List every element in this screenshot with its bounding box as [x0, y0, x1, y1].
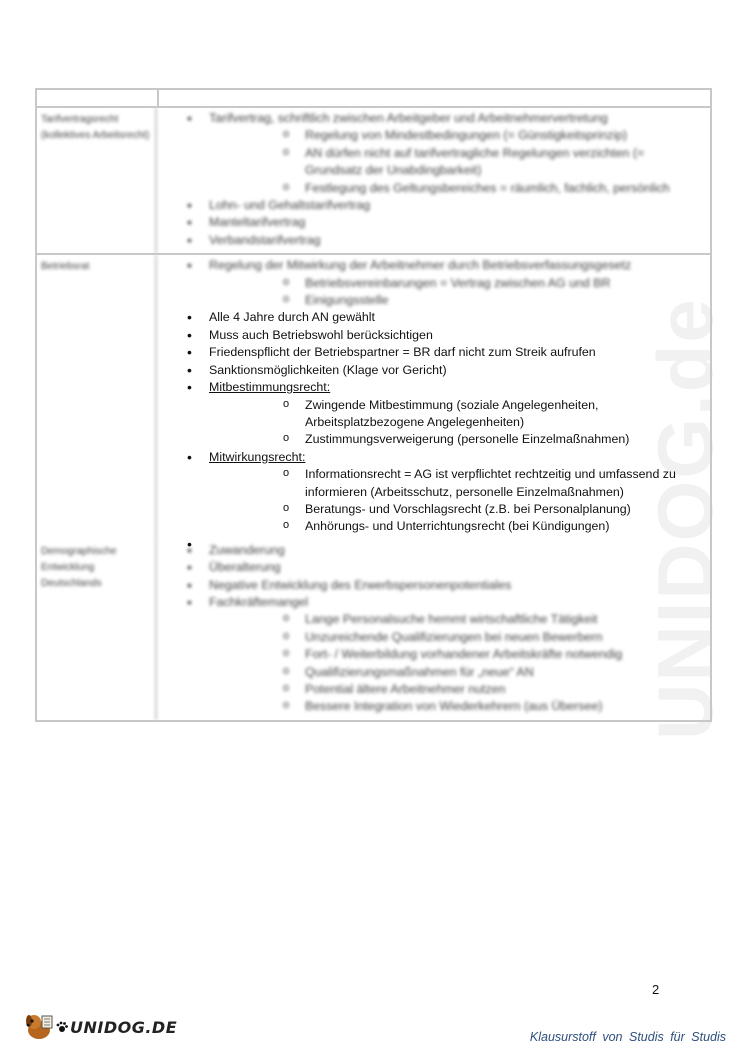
list-item	[157, 449, 710, 536]
sub-list-item: o AN dürfen nicht auf tarifvertragliche Regelungen verzichten (= Grundsatz der Unabdingbarkeit)	[209, 145, 710, 180]
list-item-text: Regelung der Mitwirkung der Arbeitnehmer durch Betriebsverfassungsgesetz	[209, 258, 632, 273]
list-item-text: Sanktionsmöglichkeiten (Klage vor Gericht)	[209, 362, 447, 377]
list-item	[157, 344, 710, 361]
list-item	[157, 327, 710, 344]
list-item	[157, 577, 710, 594]
list-item-text: Manteltarifvertrag	[209, 215, 306, 230]
paw-icon	[56, 1021, 68, 1033]
list-item-text: Muss auch Betriebswohl berücksichtigen	[209, 327, 433, 342]
dog-mascot-icon	[22, 1012, 56, 1042]
list-item	[157, 309, 710, 326]
sub-list-item: o Anhörungs- und Unterrichtungsrecht (bei Kündigungen)	[209, 518, 710, 535]
list-item	[157, 214, 710, 231]
sub-list-item: o Qualifizierungsmaßnahmen für „neue“ AN	[209, 664, 710, 681]
table-row	[35, 255, 712, 540]
page-number: 2	[652, 982, 660, 997]
footer-tagline: Klausurstoff von Studis für Studis	[529, 1030, 726, 1044]
section-content	[157, 108, 710, 253]
list-item-text: Zuwanderung	[209, 542, 285, 557]
sub-list-item: o Unzureichende Qualifizierungen bei neuen Bewerbern	[209, 629, 710, 646]
sub-list-item: o Fort- / Weiterbildung vorhandener Arbeitskräfte notwendig	[209, 646, 710, 663]
sub-list-item: o Festlegung des Geltungsbereiches = räumlich, fachlich, persönlich	[209, 180, 710, 197]
list-item-text: Lohn- und Gehaltstarifvertrag	[209, 198, 371, 213]
list-item-text: Negative Entwicklung des Erwerbspersonenpotentiales	[209, 577, 512, 592]
list-item-text: Überalterung	[209, 560, 281, 575]
list-item	[157, 110, 710, 197]
list-item-text: Mitwirkungsrecht:	[209, 449, 306, 464]
list-item	[157, 594, 710, 716]
section-content	[157, 255, 710, 540]
list-item	[157, 379, 710, 449]
unidog-logo	[22, 1012, 177, 1042]
table-row	[35, 108, 712, 255]
table-row	[35, 540, 712, 722]
list-item-text: Fachkräftemangel	[209, 594, 309, 609]
table-header-row	[35, 88, 712, 108]
sub-list-item: o Regelung von Mindestbedingungen (= Günstigkeitsprinzip)	[209, 127, 710, 144]
section-title: Demographische Entwicklung Deutschlands	[37, 540, 157, 720]
list-item	[157, 257, 710, 309]
sub-list-item: o Lange Personalsuche hemmt wirtschaftliche Tätigkeit	[209, 611, 710, 628]
list-item-text: Verbandstarifvertrag	[209, 232, 321, 247]
sub-list-item: o Bessere Integration von Wiederkehrern (aus Übersee)	[209, 698, 710, 715]
list-item	[157, 542, 710, 559]
list-item-text: Tarifvertrag, schriftlich zwischen Arbeitgeber und Arbeitnehmervertretung	[209, 111, 608, 125]
sub-list-item: o Betriebsvereinbarungen = Vertrag zwischen AG und BR	[209, 275, 710, 292]
logo-text: UNIDOG.DE	[70, 1017, 178, 1037]
list-item	[157, 197, 710, 214]
sub-list-item: o Informationsrecht = AG ist verpflichtet rechtzeitig und umfassend zu informieren (Arbeitsschutz, personelle Einzelmaßnahmen)	[209, 466, 710, 501]
list-item-text: Friedenspflicht der Betriebspartner = BR darf nicht zum Streik aufrufen	[209, 345, 596, 360]
section-title: Betriebsrat	[37, 255, 157, 540]
sub-list-item: o Beratungs- und Vorschlagsrecht (z.B. bei Personalplanung)	[209, 501, 710, 518]
sub-list-item: o Zustimmungsverweigerung (personelle Einzelmaßnahmen)	[209, 431, 710, 448]
list-item-text: Mitbestimmungsrecht:	[209, 380, 331, 395]
section-content	[157, 540, 710, 720]
content-table	[35, 88, 712, 722]
sub-list-item: o Zwingende Mitbestimmung (soziale Angelegenheiten, Arbeitsplatzbezogene Angelegenheiten)	[209, 397, 710, 432]
list-item	[157, 232, 710, 249]
list-item	[157, 559, 710, 576]
section-title: Tarifvertragsrecht (kollektives Arbeitsrecht)	[37, 108, 157, 253]
header-cell-topic	[37, 90, 159, 106]
sub-list-item: o Potential ältere Arbeitnehmer nutzen	[209, 681, 710, 698]
watermark: UNIDOG.de	[641, 297, 729, 740]
list-item	[157, 362, 710, 379]
sub-list-item: o Einigungsstelle	[209, 292, 710, 309]
list-item-text: Alle 4 Jahre durch AN gewählt	[209, 310, 375, 325]
